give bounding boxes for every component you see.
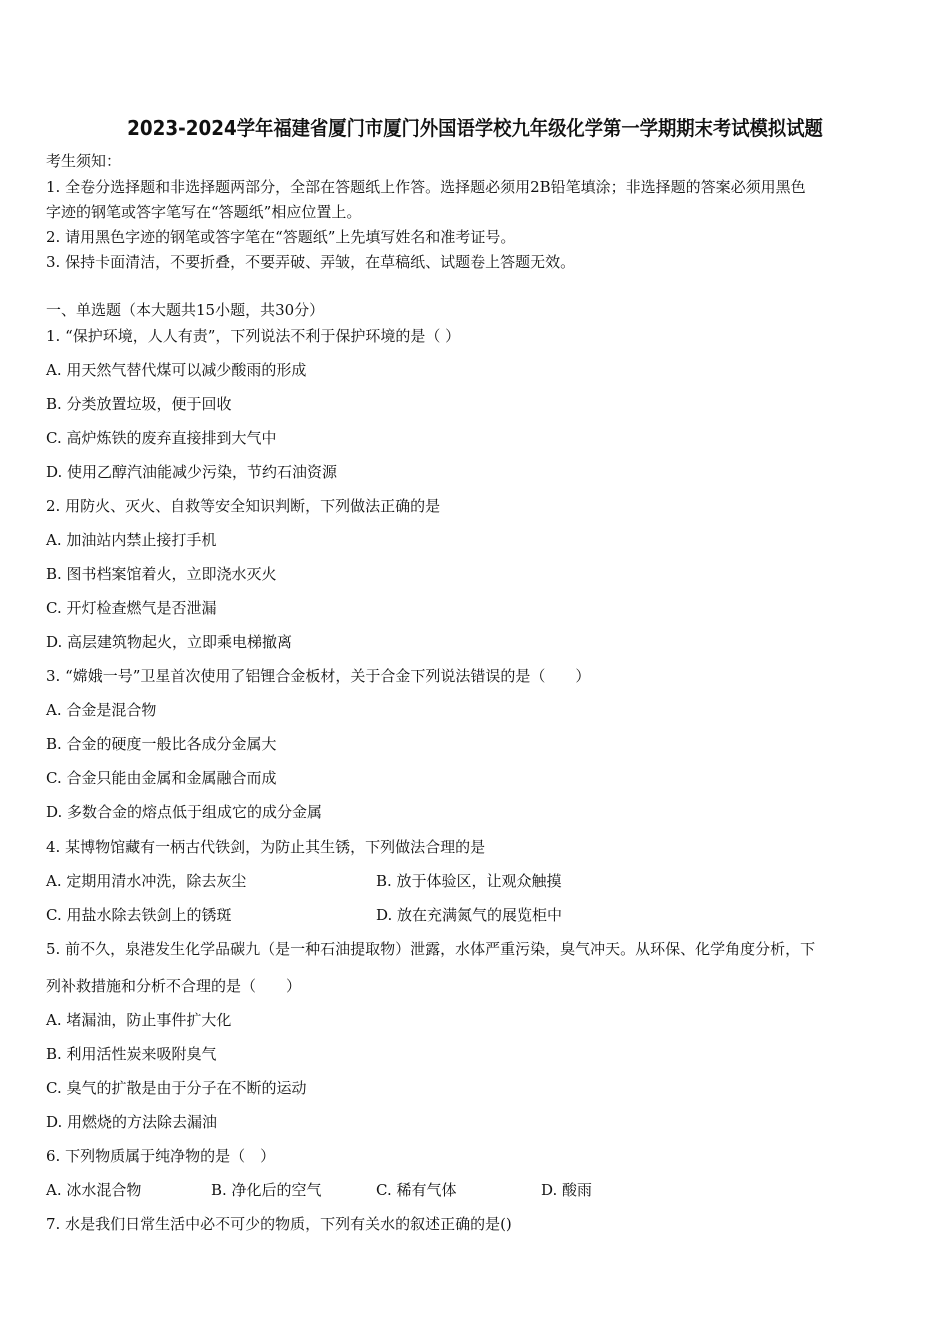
question-stem: 4. 某博物馆藏有一柄古代铁剑，为防止其生锈，下列做法合理的是 bbox=[46, 838, 486, 856]
question-option: A. 合金是混合物 bbox=[46, 701, 157, 719]
question-option: B. 放于体验区，让观众触摸 bbox=[376, 872, 562, 890]
question-option: B. 图书档案馆着火，立即浇水灭火 bbox=[46, 565, 277, 583]
question-option: C. 用盐水除去铁剑上的锈斑 bbox=[46, 906, 232, 924]
question-option: A. 冰水混合物 bbox=[46, 1181, 142, 1199]
question-option: A. 堵漏油，防止事件扩大化 bbox=[46, 1011, 232, 1029]
question-option: B. 合金的硬度一般比各成分金属大 bbox=[46, 735, 277, 753]
question-stem: 7. 水是我们日常生活中必不可少的物质，下列有关水的叙述正确的是() bbox=[46, 1215, 512, 1233]
notice-line: 字迹的钢笔或答字笔写在“答题纸”相应位置上。 bbox=[46, 203, 362, 221]
question-stem: 2. 用防火、灭火、自救等安全知识判断，下列做法正确的是 bbox=[46, 497, 441, 515]
question-stem: 1. “保护环境，人人有责”，下列说法不利于保护环境的是（ ） bbox=[46, 327, 461, 345]
question-option: D. 放在充满氮气的展览柜中 bbox=[376, 906, 563, 924]
question-option: B. 分类放置垃圾，便于回收 bbox=[46, 395, 232, 413]
question-stem-continued: 列补救措施和分析不合理的是（ ） bbox=[46, 977, 302, 995]
notice-line: 2. 请用黑色字迹的钢笔或答字笔在“答题纸”上先填写姓名和准考证号。 bbox=[46, 228, 516, 246]
question-option: C. 合金只能由金属和金属融合而成 bbox=[46, 769, 277, 787]
question-stem: 3. “嫦娥一号”卫星首次使用了铝锂合金板材，关于合金下列说法错误的是（ ） bbox=[46, 667, 591, 685]
question-option: D. 酸雨 bbox=[541, 1181, 593, 1199]
notice-line: 1. 全卷分选择题和非选择题两部分，全部在答题纸上作答。选择题必须用2B铅笔填涂；非选择题的答案必须用黑色 bbox=[46, 178, 806, 196]
section-heading: 一、单选题（本大题共15小题，共30分） bbox=[46, 301, 325, 319]
notice-line: 3. 保持卡面清洁，不要折叠，不要弄破、弄皱，在草稿纸、试题卷上答题无效。 bbox=[46, 253, 576, 271]
question-option: A. 用天然气替代煤可以减少酸雨的形成 bbox=[46, 361, 307, 379]
question-option: C. 高炉炼铁的废弃直接排到大气中 bbox=[46, 429, 277, 447]
question-option: D. 多数合金的熔点低于组成它的成分金属 bbox=[46, 803, 323, 821]
question-stem: 5. 前不久，泉港发生化学品碳九（是一种石油提取物）泄露，水体严重污染，臭气冲天。从环保、化学角度分析，下 bbox=[46, 940, 816, 958]
question-option: A. 定期用清水冲洗，除去灰尘 bbox=[46, 872, 247, 890]
question-option: A. 加油站内禁止接打手机 bbox=[46, 531, 217, 549]
notice-heading: 考生须知： bbox=[46, 152, 122, 170]
question-stem: 6. 下列物质属于纯净物的是（ ） bbox=[46, 1147, 276, 1165]
question-option: B. 净化后的空气 bbox=[211, 1181, 322, 1199]
question-option: D. 使用乙醇汽油能减少污染，节约石油资源 bbox=[46, 463, 338, 481]
question-option: C. 开灯检查燃气是否泄漏 bbox=[46, 599, 217, 617]
question-option: C. 臭气的扩散是由于分子在不断的运动 bbox=[46, 1079, 307, 1097]
question-option: D. 用燃烧的方法除去漏油 bbox=[46, 1113, 218, 1131]
page-title: 2023-2024学年福建省厦门市厦门外国语学校九年级化学第一学期期末考试模拟试题 bbox=[127, 116, 823, 140]
question-option: C. 稀有气体 bbox=[376, 1181, 457, 1199]
question-option: D. 高层建筑物起火，立即乘电梯撤离 bbox=[46, 633, 293, 651]
question-option: B. 利用活性炭来吸附臭气 bbox=[46, 1045, 217, 1063]
